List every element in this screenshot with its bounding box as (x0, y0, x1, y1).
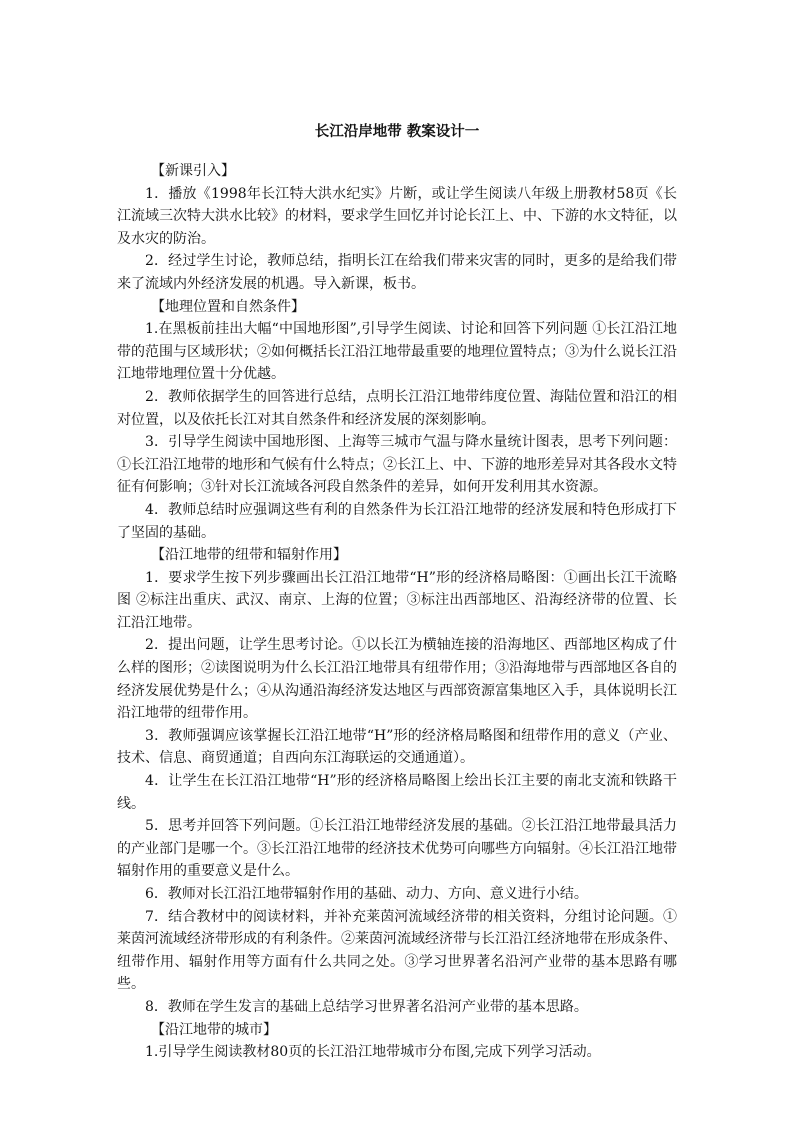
document-title: 长江沿岸地带 教案设计一 (314, 123, 480, 140)
paragraph: 6．教师对长江沿江地带辐射作用的基础、动力、方向、意义进行小结。 (145, 886, 588, 902)
paragraph: 7．结合教材中的阅读材料，并补充莱茵河流域经济带的相关资料，分组讨论问题。①莱茵河流域经济带形成的有利条件。②莱茵河流域经济带与长江沿江经济地带在形成条件、纽带作用、辐射作用等方面有什么共同之处。③学习世界著名沿河产业带的基本思路有哪些。 (117, 908, 677, 993)
paragraph: 3．教师强调应该掌握长江沿江地带“H”形的经济格局略图和纽带作用的意义（产业、技术、信息、商贸通道；自西向东江海联运的交通通道）。 (117, 727, 677, 767)
paragraph: 1．播放《1998年长江特大洪水纪实》片断，或让学生阅读八年级上册教材58页《长江流域三次特大洪水比较》的材料，要求学生回忆并讨论长江上、中、下游的水文特征，以及水灾的防治。 (117, 185, 677, 247)
section-heading: 【地理位置和自然条件】 (151, 298, 305, 315)
paragraph: 1.在黑板前挂出大幅“中国地形图”,引导学生阅读、讨论和回答下列问题 ①长江沿江地带的范围与区域形状；②如何概括长江沿江地带最重要的地理位置特点；③为什么说长江沿江地带地理位置十分优越。 (117, 321, 677, 383)
section-heading: 【沿江地带的城市】 (151, 1021, 277, 1038)
paragraph: 8．教师在学生发言的基础上总结学习世界著名沿河产业带的基本思路。 (145, 998, 588, 1015)
section-heading: 【新课引入】 (151, 163, 235, 179)
paragraph: 5．思考并回答下列问题。①长江沿江地带经济发展的基础。②长江沿江地带最具活力的产业部门是哪一个。③长江沿江地带的经济技术优势可向哪些方向辐射。④长江沿江地带辐射作用的重要意义是什么。 (117, 818, 677, 880)
section-heading: 【沿江地带的纽带和辐射作用】 (151, 547, 347, 564)
paragraph: 4．教师总结时应强调这些有利的自然条件为长江沿江地带的经济发展和特色形成打下了坚固的基础。 (117, 501, 677, 541)
paragraph: 2．经过学生讨论，教师总结，指明长江在给我们带来灾害的同时，更多的是给我们带来了流域内外经济发展的机遇。导入新课，板书。 (117, 253, 677, 292)
document-body (117, 160, 677, 1064)
paragraph: 3．引导学生阅读中国地形图、上海等三城市气温与降水量统计图表，思考下列问题：①长江沿江地带的地形和气候有什么特点；②长江上、中、下游的地形差异对其各段水文特征有何影响；③针对长江流域各河段自然条件的差异，如何开发利用其水资源。 (117, 434, 677, 496)
paragraph: 1.引导学生阅读教材80页的长江沿江地带城市分布图,完成下列学习活动。 (145, 1044, 601, 1061)
paragraph: 1．要求学生按下列步骤画出长江沿江地带“H”形的经济格局略图：①画出长江干流略图 ②标注出重庆、武汉、南京、上海的位置；③标注出西部地区、沿海经济带的位置、长江沿江地带。 (117, 569, 677, 631)
paragraph: 2．教师依据学生的回答进行总结，点明长江沿江地带纬度位置、海陆位置和沿江的相对位置，以及依托长江对其自然条件和经济发展的深刻影响。 (117, 388, 677, 428)
paragraph: 2．提出问题，让学生思考讨论。①以长江为横轴连接的沿海地区、西部地区构成了什么样的图形；②读图说明为什么长江沿江地带具有纽带作用；③沿海地带与西部地区各自的经济发展优势是什么；④从沟通沿海经济发达地区与西部资源富集地区入手，具体说明长江沿江地带的纽带作用。 (117, 637, 677, 722)
paragraph: 4．让学生在长江沿江地带“H”形的经济格局略图上绘出长江主要的南北支流和铁路干线。 (117, 773, 677, 812)
